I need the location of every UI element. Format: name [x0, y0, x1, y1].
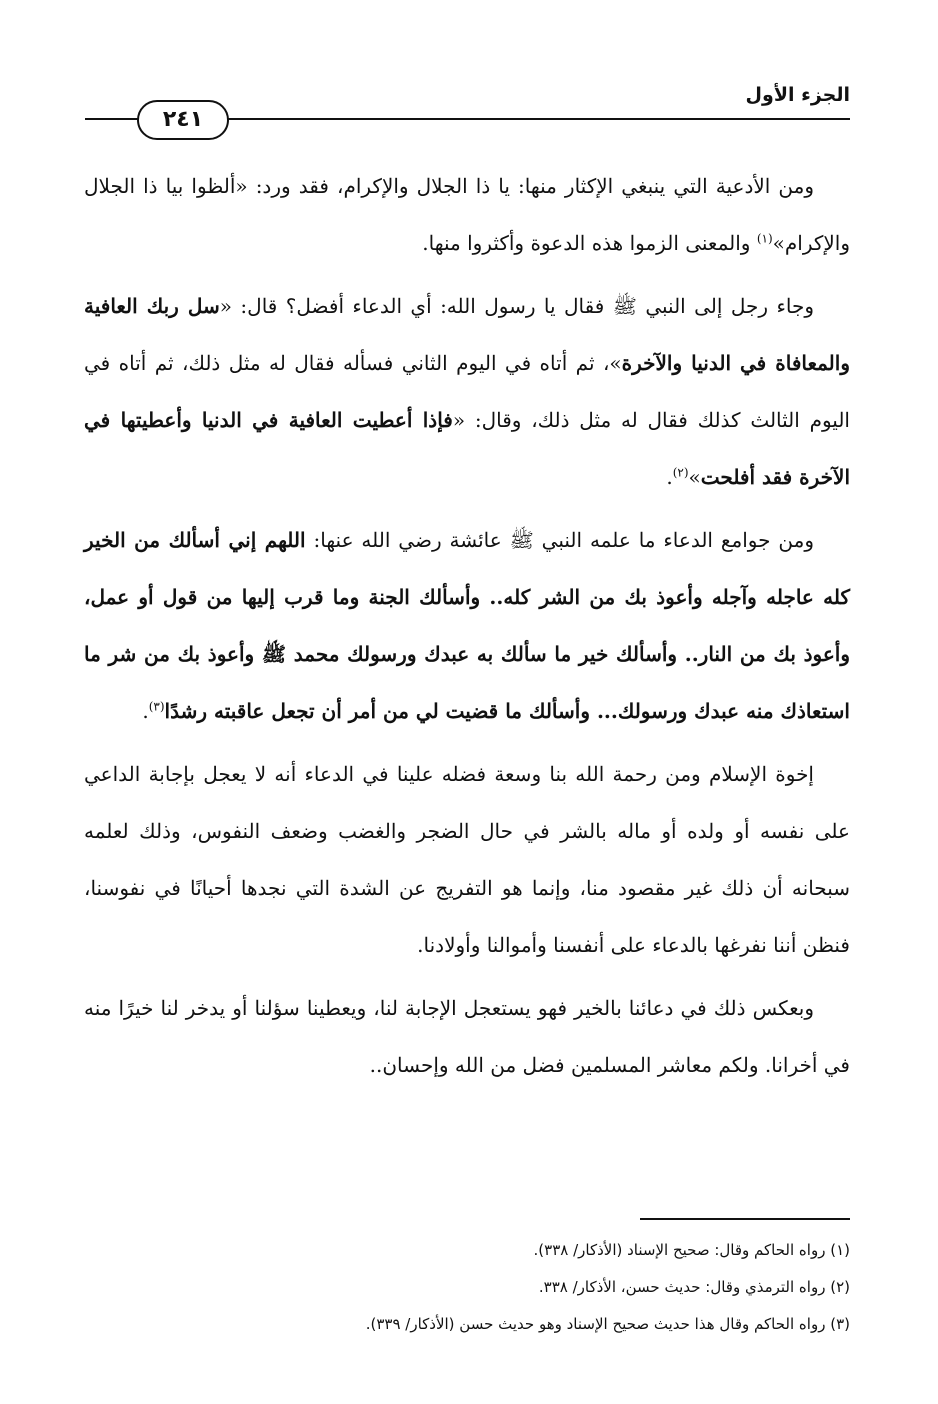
running-header-title: الجزء الأول: [745, 84, 850, 106]
bold-quote-text: سل ربك العافية والمعافاة في الدنيا والآخرة: [84, 294, 850, 375]
paragraph-text: ومن جوامع الدعاء ما علمه النبي ﷺ عائشة رضي الله عنها:: [305, 528, 815, 552]
paragraph-text: .: [142, 699, 149, 723]
paragraph-text: »، ثم أتاه في اليوم الثاني فسأله فقال له مثل ذلك، ثم أتاه في اليوم الثالث كذلك فقال له مثل ذلك، وقال: «: [84, 351, 850, 432]
paragraph: [84, 278, 850, 506]
footnote-marker: (٣): [148, 699, 165, 714]
paragraph-text: وبعكس ذلك في دعائنا بالخير فهو يستعجل الإجابة لنا، ويعطينا سؤلنا أو يدخر لنا خيرًا منه في أخرانا. ولكم معاشر المسلمين فضل من الله وإحسان..: [84, 996, 850, 1077]
bold-quote-text: فإذا أعطيت العافية في الدنيا وأعطيتها في الآخرة فقد أفلحت: [84, 408, 850, 489]
paragraph-text: إخوة الإسلام ومن رحمة الله بنا وسعة فضله علينا في الدعاء أنه لا يعجل بإجابة الداعي على نفسه أو ولده أو ماله بالشر في حال الضجر والغضب وضعف النفوس، وذلك لعلمه سبحانه أن ذلك غير مقصود منا، وإنما هو التفريج عن الشدة التي نجدها أحيانًا في نفوسنا، فنظن أننا نفرغها بالدعاء على أنفسنا وأموالنا وأولادنا.: [84, 762, 850, 957]
footnote: (٢) رواه الترمذي وقال: حديث حسن، الأذكار/ ٣٣٨.: [538, 1278, 850, 1296]
paragraph: [84, 512, 850, 740]
paragraph: [84, 980, 850, 1094]
paragraph-text: .: [666, 465, 673, 489]
paragraph-text: وجاء رجل إلى النبي ﷺ فقال يا رسول الله: أي الدعاء أفضل؟ قال: «: [219, 294, 814, 318]
paragraph: [84, 158, 850, 272]
paragraph-text: والمعنى الزموا هذه الدعوة وأكثروا منها.: [422, 231, 757, 255]
paragraph-text: »: [688, 465, 701, 489]
footnote: (١) رواه الحاكم وقال: صحيح الإسناد (الأذكار/ ٣٣٨).: [533, 1241, 850, 1259]
page-header: [0, 0, 938, 140]
footnote-marker: (٢): [672, 465, 689, 480]
footnotes: [84, 1232, 850, 1343]
footnote-marker: (١): [756, 231, 773, 246]
page-number: ٢٤١: [137, 100, 229, 140]
footnote-separator: [640, 1218, 850, 1220]
paragraph-text: ومن الأدعية التي ينبغي الإكثار منها: يا ذا الجلال والإكرام، فقد ورد: «ألظوا بيا ذا الجلال والإكرام»: [84, 174, 850, 255]
paragraph: [84, 746, 850, 974]
body-text: [84, 158, 850, 1100]
footnote: (٣) رواه الحاكم وقال هذا حديث صحيح الإسناد وهو حديث حسن (الأذكار/ ٣٣٩).: [365, 1315, 850, 1333]
bold-quote-text: اللهم إني أسألك من الخير كله عاجله وآجله وأعوذ بك من الشر كله.. وأسألك الجنة وما قرب إليها من قول أو عمل، وأعوذ بك من النار.. وأسألك خير ما سألك به عبدك ورسولك محمد ﷺ وأعوذ بك من شر ما استعاذك منه عبدك ورسولك... وأسألك ما قضيت لي من أمر أن تجعل عاقبته رشدًا: [84, 528, 850, 723]
